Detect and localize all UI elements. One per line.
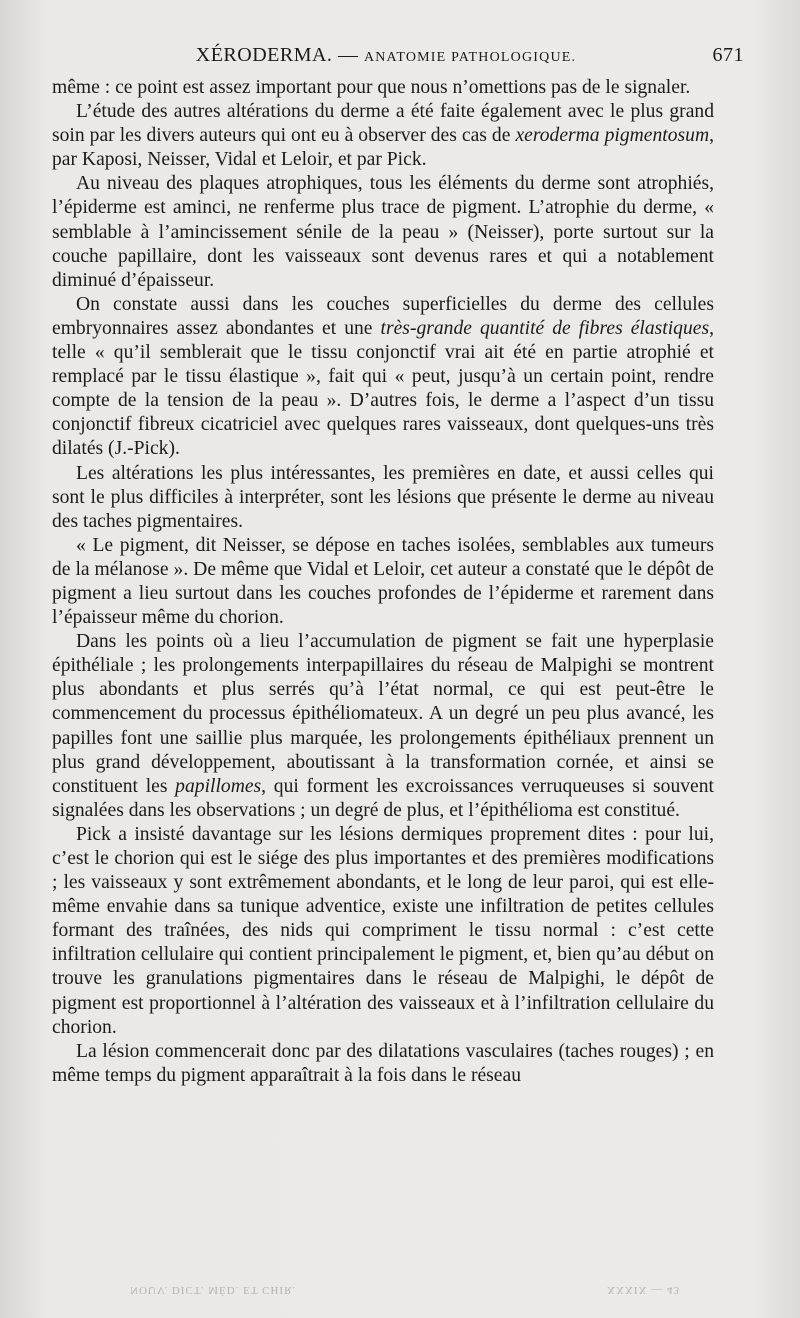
body-text — [52, 76, 714, 1088]
text-run: Au niveau des plaques atrophiques, tous les éléments du derme sont atrophiés, l’épiderme est aminci, ne renferme plus trace de pigment. L’atrophie du derme, « semblable à l’amincissement sénile de la peau » (Neisser), porte surtout sur la couche papillaire, dont les vaisseaux sont devenus rares et qui a notablement diminué d’épaisseur. — [52, 173, 714, 291]
section-title: ANATOMIE PATHOLOGIQUE. — [363, 50, 577, 65]
italic-run: très-grande quantité de fibres élastiques — [380, 317, 710, 339]
title-dash: — — [337, 44, 359, 66]
text-run: , par Kaposi, Neisser, Vidal et Leloir, et par Pick. — [52, 125, 715, 171]
chapter-title: XÉRODERMA. — [195, 44, 333, 66]
paragraph — [52, 293, 714, 462]
paragraph — [52, 630, 714, 823]
paragraph — [52, 534, 714, 630]
text-run: « Le pigment, dit Neisser, se dépose en taches isolées, semblables aux tumeurs de la mélanose ». De même que Vidal et Leloir, cet auteur a constaté que le dépôt de pigment a lieu surtout dans les couches profondes de l’épiderme et rarement dans l’épaisseur même du chorion. — [52, 534, 714, 629]
text-run: La lésion commencerait donc par des dilatations vasculaires (taches rouges) ; en même temps du pigment apparaîtrait à la fois dans le réseau — [52, 1040, 714, 1086]
paragraph — [52, 100, 714, 172]
paragraph — [52, 1040, 714, 1088]
paragraph — [52, 172, 714, 292]
signature-right: XXXIX — 43 — [607, 1284, 680, 1296]
text-run: Les altérations les plus intéressantes, les premières en date, et aussi celles qui sont le plus difficiles à interpréter, sont les lésions que présente le derme au niveau des taches pigmentaires. — [52, 462, 714, 532]
signature-left: NOUV. DICT. MÉD. ET CHIR. — [130, 1284, 297, 1296]
paragraph — [52, 823, 714, 1040]
running-title — [52, 44, 720, 67]
text-run: Pick a insisté davantage sur les lésions dermiques proprement dites : pour lui, c’est le chorion qui est le siége des plus importantes et des premières modifications ; les vaisseaux y sont extrêmement abondants, et le long de leur paroi, qui est elle-même envahie dans sa tunique adventice, existe une infiltration de petites cellules formant des traînées, des nids qui compriment le tissu normal : c’est cette infiltration cellulaire qui contient principalement le pigment, et, bien qu’au début on trouve les granulations pigmentaires dans le réseau de Malpighi, le dépôt de pigment est proportionnel à l’altération des vaisseaux et à l’infiltration cellulaire du chorion. — [52, 823, 714, 1038]
italic-run: papillomes — [175, 775, 262, 797]
paragraph — [52, 76, 714, 100]
text-run: On constate aussi dans les couches superficielles du derme des cellules embryonnaires assez abondantes et une — [52, 293, 714, 339]
italic-run: xeroderma pigmentosum — [515, 125, 710, 147]
running-head — [52, 44, 744, 74]
text-run: L’étude des autres altérations du derme a été faite également avec le plus grand soin par les divers auteurs qui ont eu à observer des cas de — [52, 101, 714, 147]
text-run: même : ce point est assez important pour que nous n’omettions pas de le signaler. — [52, 77, 691, 98]
text-run: Dans les points où a lieu l’accumulation de pigment se fait une hyperplasie épithéliale ; les prolongements interpapillaires du réseau de Malpighi se montrent plus abondants et plus serrés qu’à l’état normal, ce qui est peut-être le commencement du processus épithéliomateux. A un degré un peu plus avancé, les papilles font une saillie plus marquée, les prolongements épithéliaux prennent un plus grand développement, aboutissant à la transformation cornée, et ainsi se constituent les — [52, 631, 714, 797]
page-number: 671 — [712, 44, 744, 66]
paragraph — [52, 462, 714, 534]
text-run: , telle « qu’il semblerait que le tissu conjonctif vrai ait été en partie atrophié et remplacé par le tissu élastique », fait qui « peut, jusqu’à un certain point, rendre compte de la tension de la peau ». D’autres fois, le derme a l’aspect d’un tissu conjonctif fibreux cicatriciel avec quelques rares vaisseaux, dont quelques-uns très dilatés (J.-Pick). — [52, 317, 715, 460]
printer-signature — [130, 1284, 680, 1296]
text-run: , qui forment les excroissances verruqueuses si souvent signalées dans les observations ; un degré de plus, et l’épithélioma est constitué. — [52, 775, 714, 821]
